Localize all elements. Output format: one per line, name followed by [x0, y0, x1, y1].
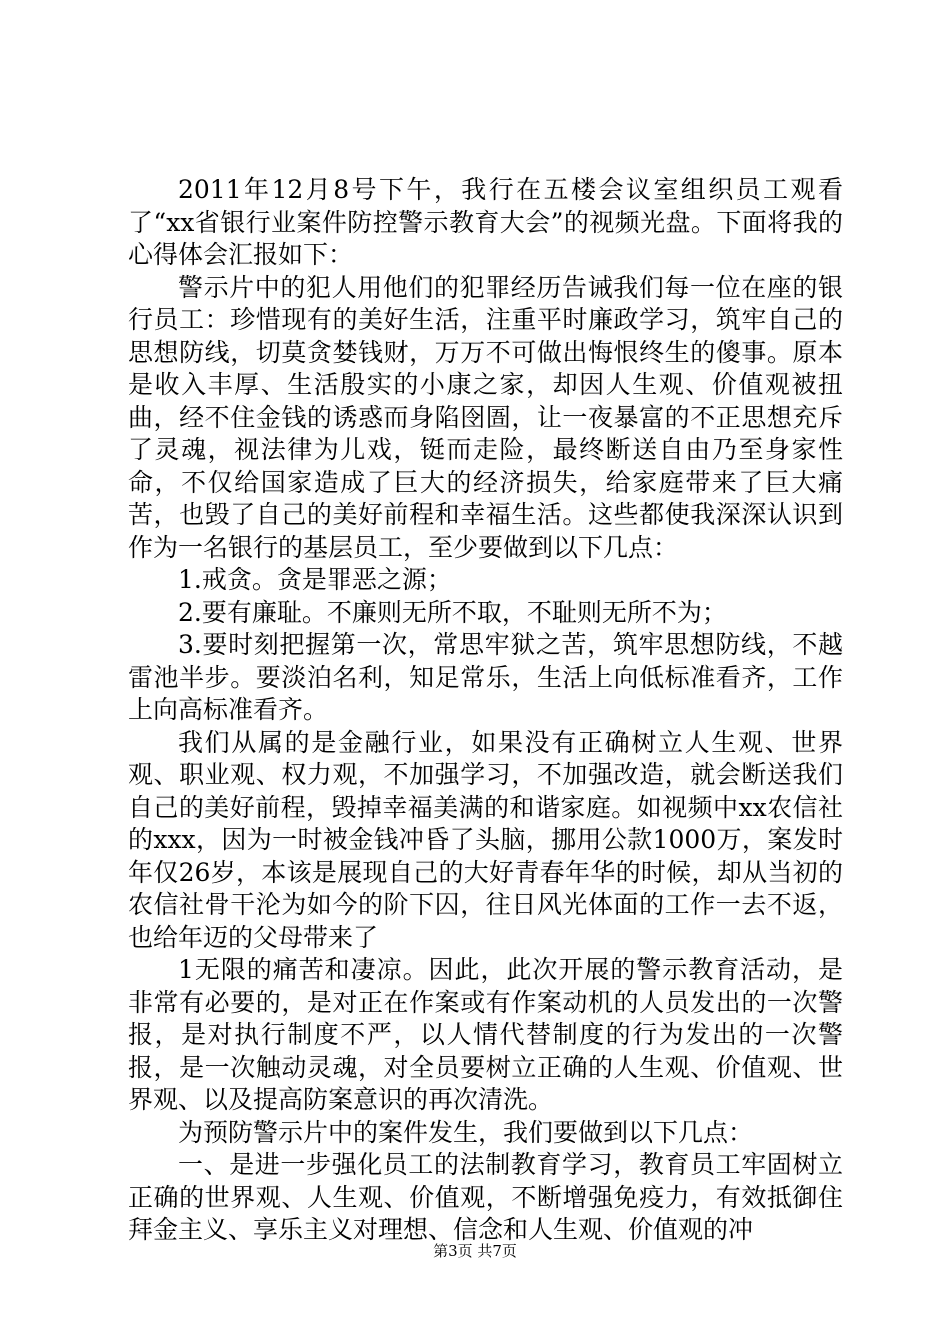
paragraph: 警示片中的犯人用他们的犯罪经历告诫我们每一位在座的银行员工：珍惜现有的美好生活，注重平时廉政学习，筑牢自己的思想防线，切莫贪婪钱财，万万不可做出悔恨终生的傻事。原本是收入丰厚、生活殷实的小康之家，却因人生观、价值观被扭曲，经不住金钱的诱惑而身陷囹圄，让一夜暴富的不正思想充斥了灵魂，视法律为儿戏，铤而走险，最终断送自由乃至身家性命，不仅给国家造成了巨大的经济损失，给家庭带来了巨大痛苦，也毁了自己的美好前程和幸福生活。这些都使我深深认识到作为一名银行的基层员工，至少要做到以下几点：	[128, 272, 843, 562]
paragraph: 1.戒贪。贪是罪恶之源；	[178, 565, 452, 594]
paragraph: 一、是进一步强化员工的法制教育学习，教育员工牢固树立正确的世界观、人生观、价值观，不断增强免疫力，有效抵御住拜金主义、享乐主义对理想、信念和人生观、价值观的冲	[128, 1150, 843, 1244]
paragraph: 2011年12月8号下午，我行在五楼会议室组织员工观看了“xx省银行业案件防控警示教育大会”的视频光盘。下面将我的心得体会汇报如下：	[128, 175, 843, 269]
paragraph: 3.要时刻把握第一次，常思牢狱之苦，筑牢思想防线，不越雷池半步。要淡泊名利，知足常乐，生活上向低标准看齐，工作上向高标准看齐。	[128, 630, 843, 724]
paragraph: 为预防警示片中的案件发生，我们要做到以下几点：	[178, 1117, 754, 1147]
paragraph: 我们从属的是金融行业，如果没有正确树立人生观、世界观、职业观、权力观，不加强学习，不加强改造，就会断送我们自己的美好前程，毁掉幸福美满的和谐家庭。如视频中xx农信社的xxx，因为一时被金钱冲昏了头脑，挪用公款1000万，案发时年仅26岁，本该是展现自己的大好青春年华的时候，却从当初的农信社骨干沦为如今的阶下囚，往日风光体面的工作一去不返，也给年迈的父母带来了	[128, 727, 843, 952]
paragraph: 1无限的痛苦和凄凉。因此，此次开展的警示教育活动，是非常有必要的，是对正在作案或有作案动机的人员发出的一次警报，是对执行制度不严，以人情代替制度的行为发出的一次警报，是一次触动灵魂，对全员要树立正确的人生观、价值观、世界观、以及提高防案意识的再次清洗。	[128, 955, 843, 1114]
paragraph: 2.要有廉耻。不廉则无所不取，不耻则无所不为；	[178, 597, 727, 627]
document-body	[128, 174, 843, 1247]
page-footer	[0, 1240, 950, 1261]
page-number-label: 第3页 共7页	[433, 1242, 517, 1260]
